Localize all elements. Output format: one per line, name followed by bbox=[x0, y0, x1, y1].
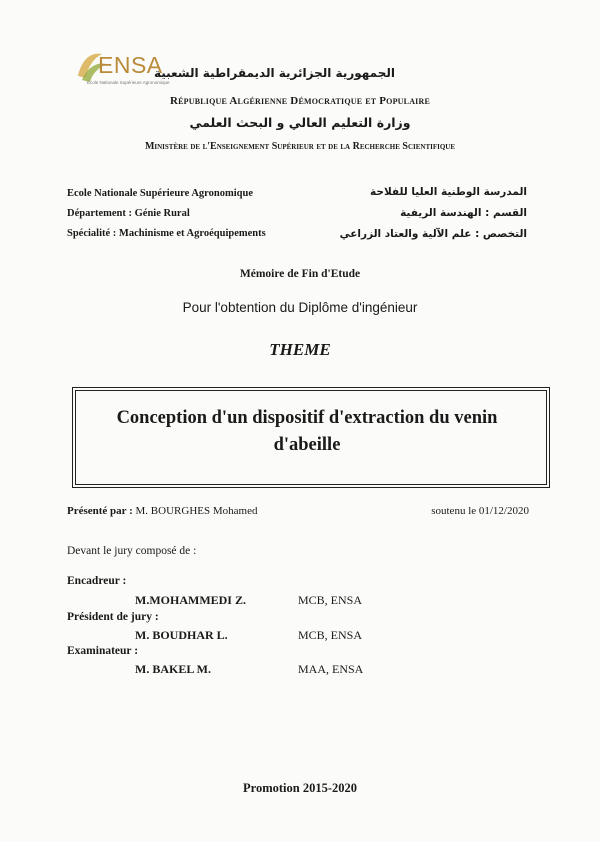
presented-label: Présenté par : bbox=[67, 505, 133, 517]
promotion: Promotion 2015-2020 bbox=[243, 781, 357, 795]
arabic-ministry-title: وزارة التعليم العالي و البحث العلمي bbox=[189, 115, 411, 130]
defense-date: soutenu le 01/12/2020 bbox=[431, 505, 529, 517]
jury-role-examiner: Examinateur : bbox=[67, 645, 139, 657]
school-name-ar: المدرسة الوطنية العليا للفلاحة bbox=[370, 186, 527, 198]
republic-title: République Algérienne Démocratique et Populaire bbox=[169, 95, 430, 107]
theme-label: THEME bbox=[269, 340, 331, 359]
ministry-title: Ministère de l'Enseignement Supérieur et de la Recherche Scientifique bbox=[144, 141, 456, 152]
jury-role-supervisor: Encadreur : bbox=[67, 575, 127, 587]
jury-intro: Devant le jury composé de : bbox=[67, 545, 197, 557]
speciality-fr: Spécialité : Machinisme et Agroéquipements bbox=[67, 228, 266, 239]
school-name-fr: Ecole Nationale Supérieure Agronomique bbox=[67, 188, 253, 199]
department-fr: Département : Génie Rural bbox=[67, 208, 190, 219]
jury-name-supervisor: M.MOHAMMEDI Z. bbox=[135, 593, 246, 607]
jury-grade-president: MCB, ENSA bbox=[298, 628, 363, 642]
presented-by bbox=[67, 505, 257, 517]
thesis-title-line1: Conception d'un dispositif d'extraction du venin bbox=[116, 408, 498, 428]
document-purpose: Pour l'obtention du Diplôme d'ingénieur bbox=[182, 300, 418, 315]
jury-grade-examiner: MAA, ENSA bbox=[298, 662, 364, 676]
jury-name-president: M. BOUDHAR L. bbox=[135, 628, 228, 642]
arabic-republic-title: الجمهورية الجزائرية الديمقراطية الشعبية bbox=[153, 66, 395, 80]
thesis-title-line2: d'abeille bbox=[273, 435, 341, 455]
department-ar: القسم : الهندسة الريفية bbox=[400, 207, 527, 219]
document-type: Mémoire de Fin d'Etude bbox=[239, 268, 361, 280]
presenter-name: M. BOURGHES Mohamed bbox=[132, 505, 258, 517]
thesis-title bbox=[72, 405, 542, 459]
jury-role-president: Président de jury : bbox=[67, 611, 159, 623]
logo-text: ENSA bbox=[98, 52, 163, 78]
jury-grade-supervisor: MCB, ENSA bbox=[298, 593, 363, 607]
speciality-ar: التخصص : علم الآلية والعتاد الزراعي bbox=[339, 228, 527, 240]
jury-name-examiner: M. BAKEL M. bbox=[135, 662, 212, 676]
logo-subtitle: École Nationale Supérieure Agronomique bbox=[87, 80, 170, 85]
ensa-logo bbox=[72, 44, 170, 90]
